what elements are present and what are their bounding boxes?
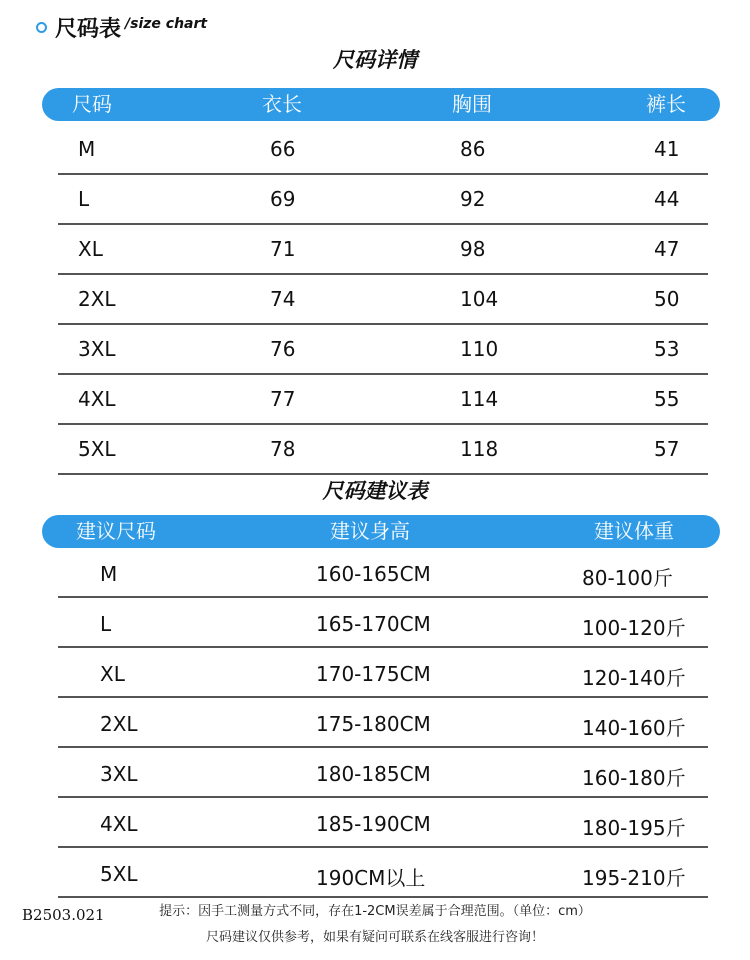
weight-cell: 80-100斤 (582, 566, 673, 590)
pants-cell: 44 (654, 187, 680, 211)
size-cell: L (78, 187, 90, 211)
size-cell: 3XL (78, 337, 116, 361)
weight-cell: 195-210斤 (582, 866, 686, 890)
height-cell: 160-165CM (316, 562, 431, 586)
pants-cell: 41 (654, 137, 680, 161)
pants-cell: 57 (654, 437, 680, 461)
length-cell: 71 (270, 237, 296, 261)
detail-col-length: 衣长 (262, 92, 302, 116)
pants-cell: 53 (654, 337, 680, 361)
weight-cell: 180-195斤 (582, 816, 686, 840)
height-cell: 190CM以上 (316, 866, 426, 890)
length-cell: 69 (270, 187, 296, 211)
length-cell: 66 (270, 137, 296, 161)
detail-row (58, 175, 708, 225)
detail-row (58, 425, 708, 475)
chest-cell: 98 (460, 237, 486, 261)
suggest-row (58, 598, 708, 648)
detail-col-pants: 裤长 (646, 92, 686, 116)
detail-row (58, 375, 708, 425)
suggest-section-title: 尺码建议表 (322, 479, 428, 503)
detail-row (58, 225, 708, 275)
reference-note: 尺码建议仅供参考，如果有疑问可联系在线客服进行咨询！ (205, 930, 544, 945)
height-cell: 180-185CM (316, 762, 431, 786)
chest-cell: 92 (460, 187, 486, 211)
length-cell: 76 (270, 337, 296, 361)
chest-cell: 114 (460, 387, 499, 411)
suggest-size-cell: 4XL (100, 812, 138, 836)
pants-cell: 47 (654, 237, 680, 261)
pants-cell: 55 (654, 387, 680, 411)
suggest-row (58, 548, 708, 598)
suggest-size-cell: 5XL (100, 862, 138, 886)
measurement-note: 提示：因手工测量方式不同，存在1-2CM误差属于合理范围。（单位：cm） (159, 904, 591, 919)
size-cell: 4XL (78, 387, 116, 411)
detail-row (58, 275, 708, 325)
suggest-col-size: 建议尺码 (76, 519, 156, 543)
suggest-size-cell: L (100, 612, 112, 636)
detail-row (58, 325, 708, 375)
suggest-col-height: 建议身高 (330, 519, 410, 543)
chest-cell: 104 (460, 287, 499, 311)
detail-table (58, 125, 708, 475)
suggest-row (58, 798, 708, 848)
suggest-col-weight: 建议体重 (594, 519, 674, 543)
weight-cell: 100-120斤 (582, 616, 686, 640)
size-cell: 5XL (78, 437, 116, 461)
pants-cell: 50 (654, 287, 680, 311)
length-cell: 74 (270, 287, 296, 311)
height-cell: 175-180CM (316, 712, 431, 736)
suggest-size-cell: 3XL (100, 762, 138, 786)
size-chart-header (36, 12, 207, 43)
height-cell: 185-190CM (316, 812, 431, 836)
detail-col-size: 尺码 (72, 92, 112, 116)
chest-cell: 118 (460, 437, 499, 461)
suggest-row (58, 848, 708, 898)
product-code: B2503.021 (22, 906, 105, 924)
suggest-row (58, 748, 708, 798)
height-cell: 165-170CM (316, 612, 431, 636)
chest-cell: 86 (460, 137, 486, 161)
suggest-header-bar (42, 515, 720, 548)
size-cell: XL (78, 237, 103, 261)
chest-cell: 110 (460, 337, 499, 361)
size-cell: 2XL (78, 287, 116, 311)
detail-header-bar (42, 88, 720, 121)
circle-bullet-icon (36, 22, 47, 33)
header-title: 尺码表 (55, 17, 122, 42)
weight-cell: 140-160斤 (582, 716, 686, 740)
suggest-size-cell: XL (100, 662, 125, 686)
suggest-row (58, 698, 708, 748)
detail-row (58, 125, 708, 175)
size-cell: M (78, 137, 96, 161)
detail-section-title: 尺码详情 (333, 48, 417, 72)
length-cell: 77 (270, 387, 296, 411)
suggest-table (58, 548, 708, 898)
height-cell: 170-175CM (316, 662, 431, 686)
weight-cell: 120-140斤 (582, 666, 686, 690)
header-subtitle: /size chart (125, 16, 208, 32)
suggest-size-cell: 2XL (100, 712, 138, 736)
suggest-size-cell: M (100, 562, 118, 586)
detail-col-chest: 胸围 (452, 92, 492, 116)
weight-cell: 160-180斤 (582, 766, 686, 790)
suggest-row (58, 648, 708, 698)
length-cell: 78 (270, 437, 296, 461)
